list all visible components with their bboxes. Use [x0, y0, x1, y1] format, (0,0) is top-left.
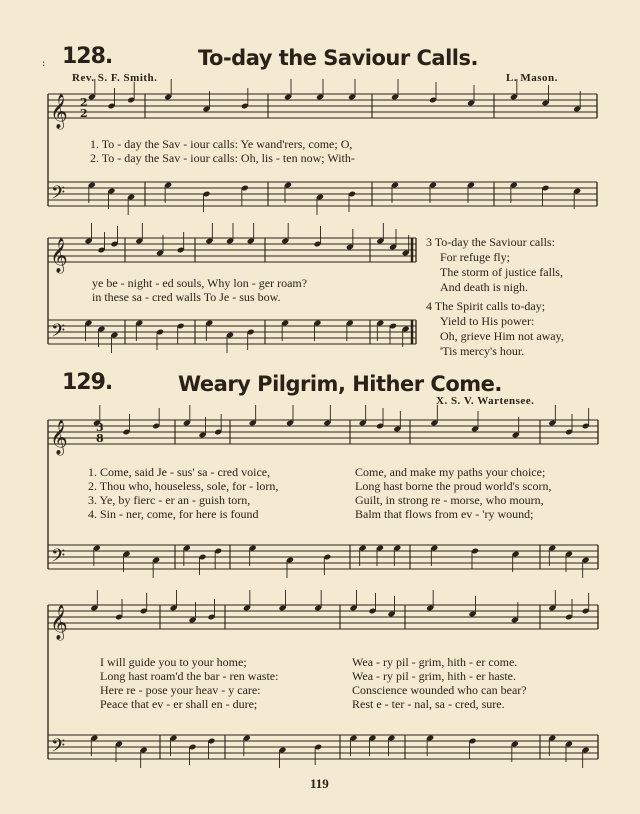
hymn-129-v2-right: Long hast borne the proud world's scorn, — [355, 479, 552, 493]
hymn-129-s2-v2-right: Wea - ry pil - grim, hith - er haste. — [352, 669, 516, 683]
time-signature: 3 — [96, 421, 104, 434]
hymn-129-composer: X. S. V. Wartensee. — [436, 395, 535, 407]
treble-clef-icon: 𝄞 — [50, 420, 68, 455]
hymn-129-v3-left: 3. Ye, by fierc - er an - guish torn, — [88, 493, 251, 507]
hymn-129-s2-v3-right: Conscience wounded who can bear? — [352, 683, 527, 697]
hymn-129-v1-right: Come, and make my paths your choice; — [355, 465, 546, 479]
time-signature: 8 — [96, 432, 104, 445]
stanza-4-line-4: 'Tis mercy's hour. — [440, 344, 525, 358]
hymn-128-title: To-day the Saviour Calls. — [198, 46, 478, 70]
hymn-129-s2-v1-left: I will guide you to your home; — [100, 655, 247, 669]
treble-clef-icon: 𝄞 — [50, 605, 68, 640]
hymn-129-s2-v1-right: Wea - ry pil - grim, hith - er come. — [352, 655, 518, 669]
hymn-129-v4-left: 4. Sin - ner, come, for here is found — [88, 507, 259, 521]
hymn-128-system-2-verse-1: ye be - night - ed souls, Why lon - ger roam? — [92, 276, 308, 290]
hymn-129-s2-v2-left: Long hast roam'd the bar - ren waste: — [100, 669, 279, 683]
hymn-128-number: 128. — [62, 44, 113, 69]
bass-clef-icon: 𝄢 — [51, 736, 66, 761]
hymn-128-verse-1-line: 1. To - day the Sav - iour calls: Ye wand'rers, come; O, — [90, 137, 353, 151]
hymn-129-s2-v4-left: Peace that ev - er shall en - dure; — [100, 697, 258, 711]
hymn-129-s2-v3-left: Here re - pose your heav - y care: — [100, 683, 261, 697]
stanza-3-line-3: The storm of justice falls, — [440, 265, 563, 279]
hymn-128-verse-2-line: 2. To - day the Sav - iour calls: Oh, lis - ten now; With- — [90, 151, 355, 165]
hymn-128-stanza-4 — [426, 299, 564, 359]
hymn-128-author: Rev. S. F. Smith. — [72, 72, 158, 84]
time-signature: 2 — [80, 107, 88, 120]
bass-clef-icon: 𝄢 — [51, 321, 66, 346]
hymn-129-title: Weary Pilgrim, Hither Come. — [178, 372, 502, 396]
hymn-128-stanza-3 — [426, 235, 563, 295]
bass-clef-icon: 𝄢 — [51, 546, 66, 571]
hymn-129-s2-v4-right: Rest e - ter - nal, sa - cred, sure. — [352, 697, 505, 711]
hymn-128-composer: L. Mason. — [506, 72, 558, 84]
time-signature: 2 — [80, 96, 88, 109]
hymn-129-number: 129. — [62, 370, 113, 395]
treble-clef-icon: 𝄞 — [50, 94, 68, 129]
stanza-3-line-2: For refuge fly; — [440, 250, 510, 264]
stanza-4-line-3: Oh, grieve Him not away, — [440, 329, 564, 343]
hymn-129-v1-left: 1. Come, said Je - sus' sa - cred voice, — [88, 465, 271, 479]
margin-mark: : — [42, 58, 46, 69]
stanza-3-line-1: 3 To-day the Saviour calls: — [426, 235, 555, 249]
hymn-128-system-2-verse-2: in these sa - cred walls To Je - sus bow. — [92, 290, 281, 304]
hymn-129-v2-left: 2. Thou who, houseless, sole, for - lorn, — [88, 479, 279, 493]
stanza-4-line-1: 4 The Spirit calls to-day; — [426, 299, 546, 313]
hymn-129-v4-right: Balm that flows from ev - 'ry wound; — [355, 507, 534, 521]
stanza-4-line-2: Yield to His power: — [440, 314, 535, 328]
bass-clef-icon: 𝄢 — [51, 183, 66, 208]
treble-clef-icon: 𝄞 — [50, 238, 68, 273]
stanza-3-line-4: And death is nigh. — [440, 280, 528, 294]
hymn-129-v3-right: Guilt, in strong re - morse, who mourn, — [355, 493, 544, 507]
page-number: 119 — [310, 776, 329, 791]
